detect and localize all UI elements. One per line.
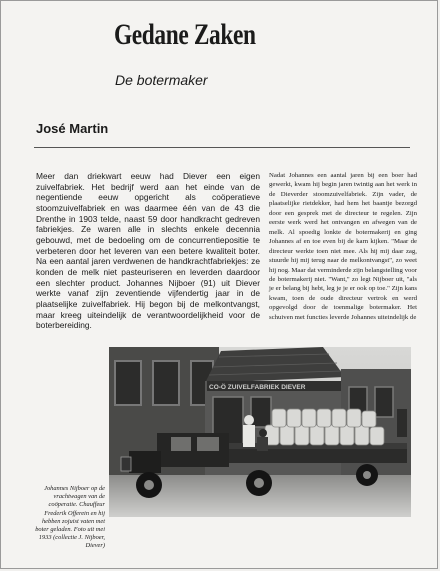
historic-truck-photo [109, 347, 411, 517]
article-body-column: Nadat Johannes een aantal jaren bij een boer had gewerkt, kwam hij begin jaren twintig aan het werk in de Dieverder stoomzuivelfabriek. Zijn vader, de plaatselijke rietdekker, had hem het baantje bezorgd door een gesprek met de directeur te regelen. Zijn eerste werk werd het ontvangen en afwegen van de melk. Al spoedig lonkte de botermakerij en ging Johannes af en toe even bij de karn kijken. "Maar de directeur werkte toen niet mee. Als hij mij daar zag, stuurde hij mij terug naar de melkontvangst", zo weet hij nog. Maar dat verminderde zijn belangstelling voor de botermakerij niet. "Want," zo legt Nijboer uit, "als je er belang bij hebt, leg je je er ook op toe." Zijn kans kwam, toen de oude directeur vertrok en werd opgevolgd door de toenmalige botermaker. Het schuiven met functies leverde Johannes uiteindelijk de [269, 172, 417, 321]
article-lead: Meer dan driekwart eeuw had Diever een eigen zuivelfabriek. Het bedrijf werd aan het einde van de negentiende eeuw opgericht als coöperatieve stoomzuivelfabriek en was daarmee één van de 43 die Drenthe in 1903 telde, naast 59 door handkracht gedreven fabriekjes. Ze waren alle in slechts enkele decennia gebouwd, met de bedoeling om de concurrentiepositie te verbeteren door het leveren van een betere kwaliteit boter. Na een aantal jaren verdwenen de handkrachtfabriekjes: ze konden de melk niet pasteuriseren en leverden daardoor een slechter product. Johannes Nijboer (91) uit Diever werkte vanaf zijn zeventiende vijfendertig jaar in de plaatselijke zuivelfabriek. Hij begon bij de melkontvangst, maar kreeg uiteindelijk de verantwoordelijkheid voor de boterbereiding. [36, 171, 260, 331]
photo-caption: Johannes Nijboer op de vrachtwagen van de coöperatie. Chauffeur Frederik Offerein en hij hebben zojuist vaten met boter geladen. Foto uit mei 1933 (collectie J. Nijboer, Diever) [35, 485, 105, 550]
factory-sign: CO-Ö ZUIVELFABRIEK DIEVER [209, 384, 306, 391]
article-subtitle: De botermaker [115, 72, 208, 88]
article-author: José Martin [36, 121, 109, 136]
divider-line [34, 147, 410, 148]
article-title: Gedane Zaken [114, 18, 256, 51]
